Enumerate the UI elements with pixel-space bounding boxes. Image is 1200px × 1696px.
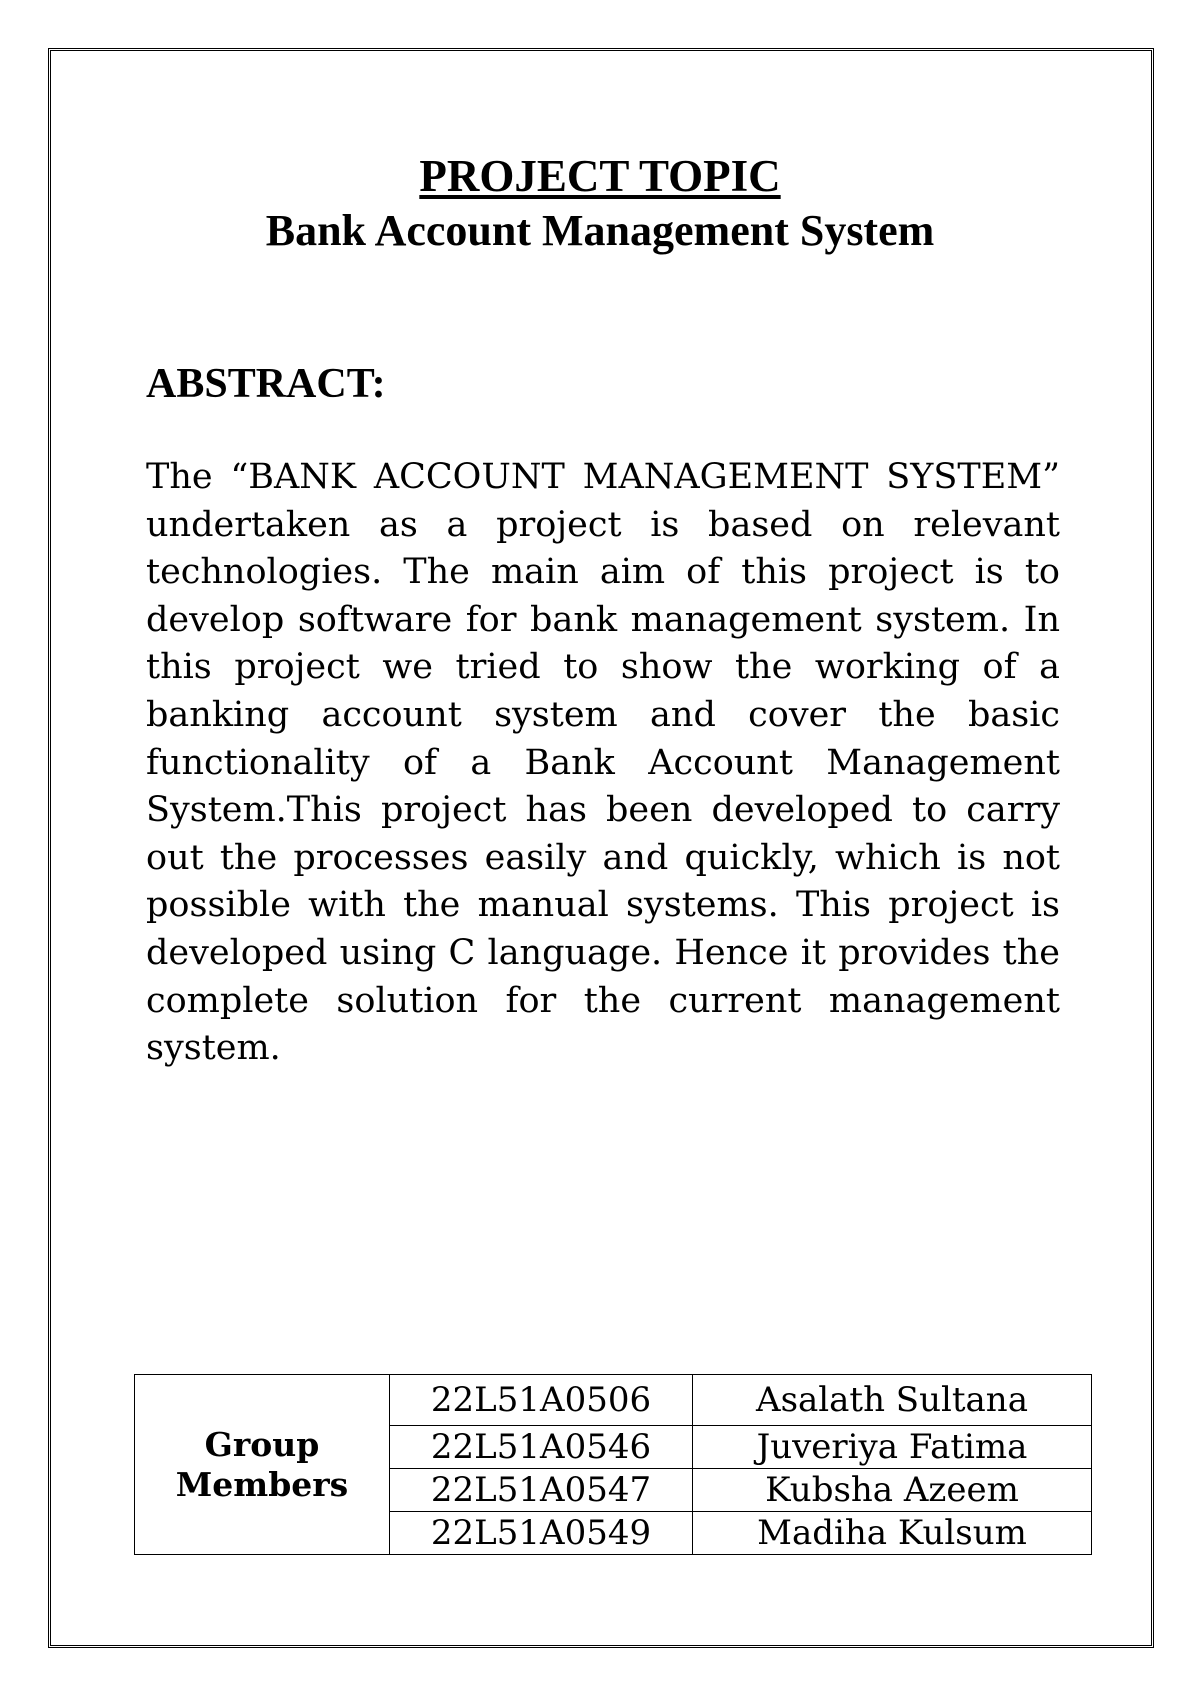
abstract-heading: ABSTRACT: — [146, 361, 386, 407]
member-name-cell: Asalath Sultana — [693, 1375, 1092, 1426]
roll-number-cell: 22L51A0549 — [390, 1512, 693, 1555]
group-members-label: Group Members — [135, 1375, 390, 1555]
group-members-table — [134, 1374, 1092, 1555]
abstract-paragraph: The “BANK ACCOUNT MANAGEMENT SYSTEM” undertaken as a project is based on relevant technologies. The main aim of this project is to develop software for bank management system. In this project we tried to show the working of a banking account system and cover the basic functionality of a Bank Account Management System.This project has been developed to carry out the processes easily and quickly, which is not possible with the manual systems. This project is developed using C language. Hence it provides the complete solution for the current management system. — [146, 457, 1060, 1069]
project-title: Bank Account Management System — [265, 206, 935, 255]
member-name-cell: Madiha Kulsum — [693, 1512, 1092, 1555]
member-name-cell: Kubsha Azeem — [693, 1469, 1092, 1512]
member-name-cell: Juveriya Fatima — [693, 1426, 1092, 1469]
roll-number-cell: 22L51A0506 — [390, 1375, 693, 1426]
roll-number-cell: 22L51A0546 — [390, 1426, 693, 1469]
table-row — [135, 1375, 1092, 1426]
project-topic-heading: PROJECT TOPIC — [419, 151, 781, 201]
roll-number-cell: 22L51A0547 — [390, 1469, 693, 1512]
